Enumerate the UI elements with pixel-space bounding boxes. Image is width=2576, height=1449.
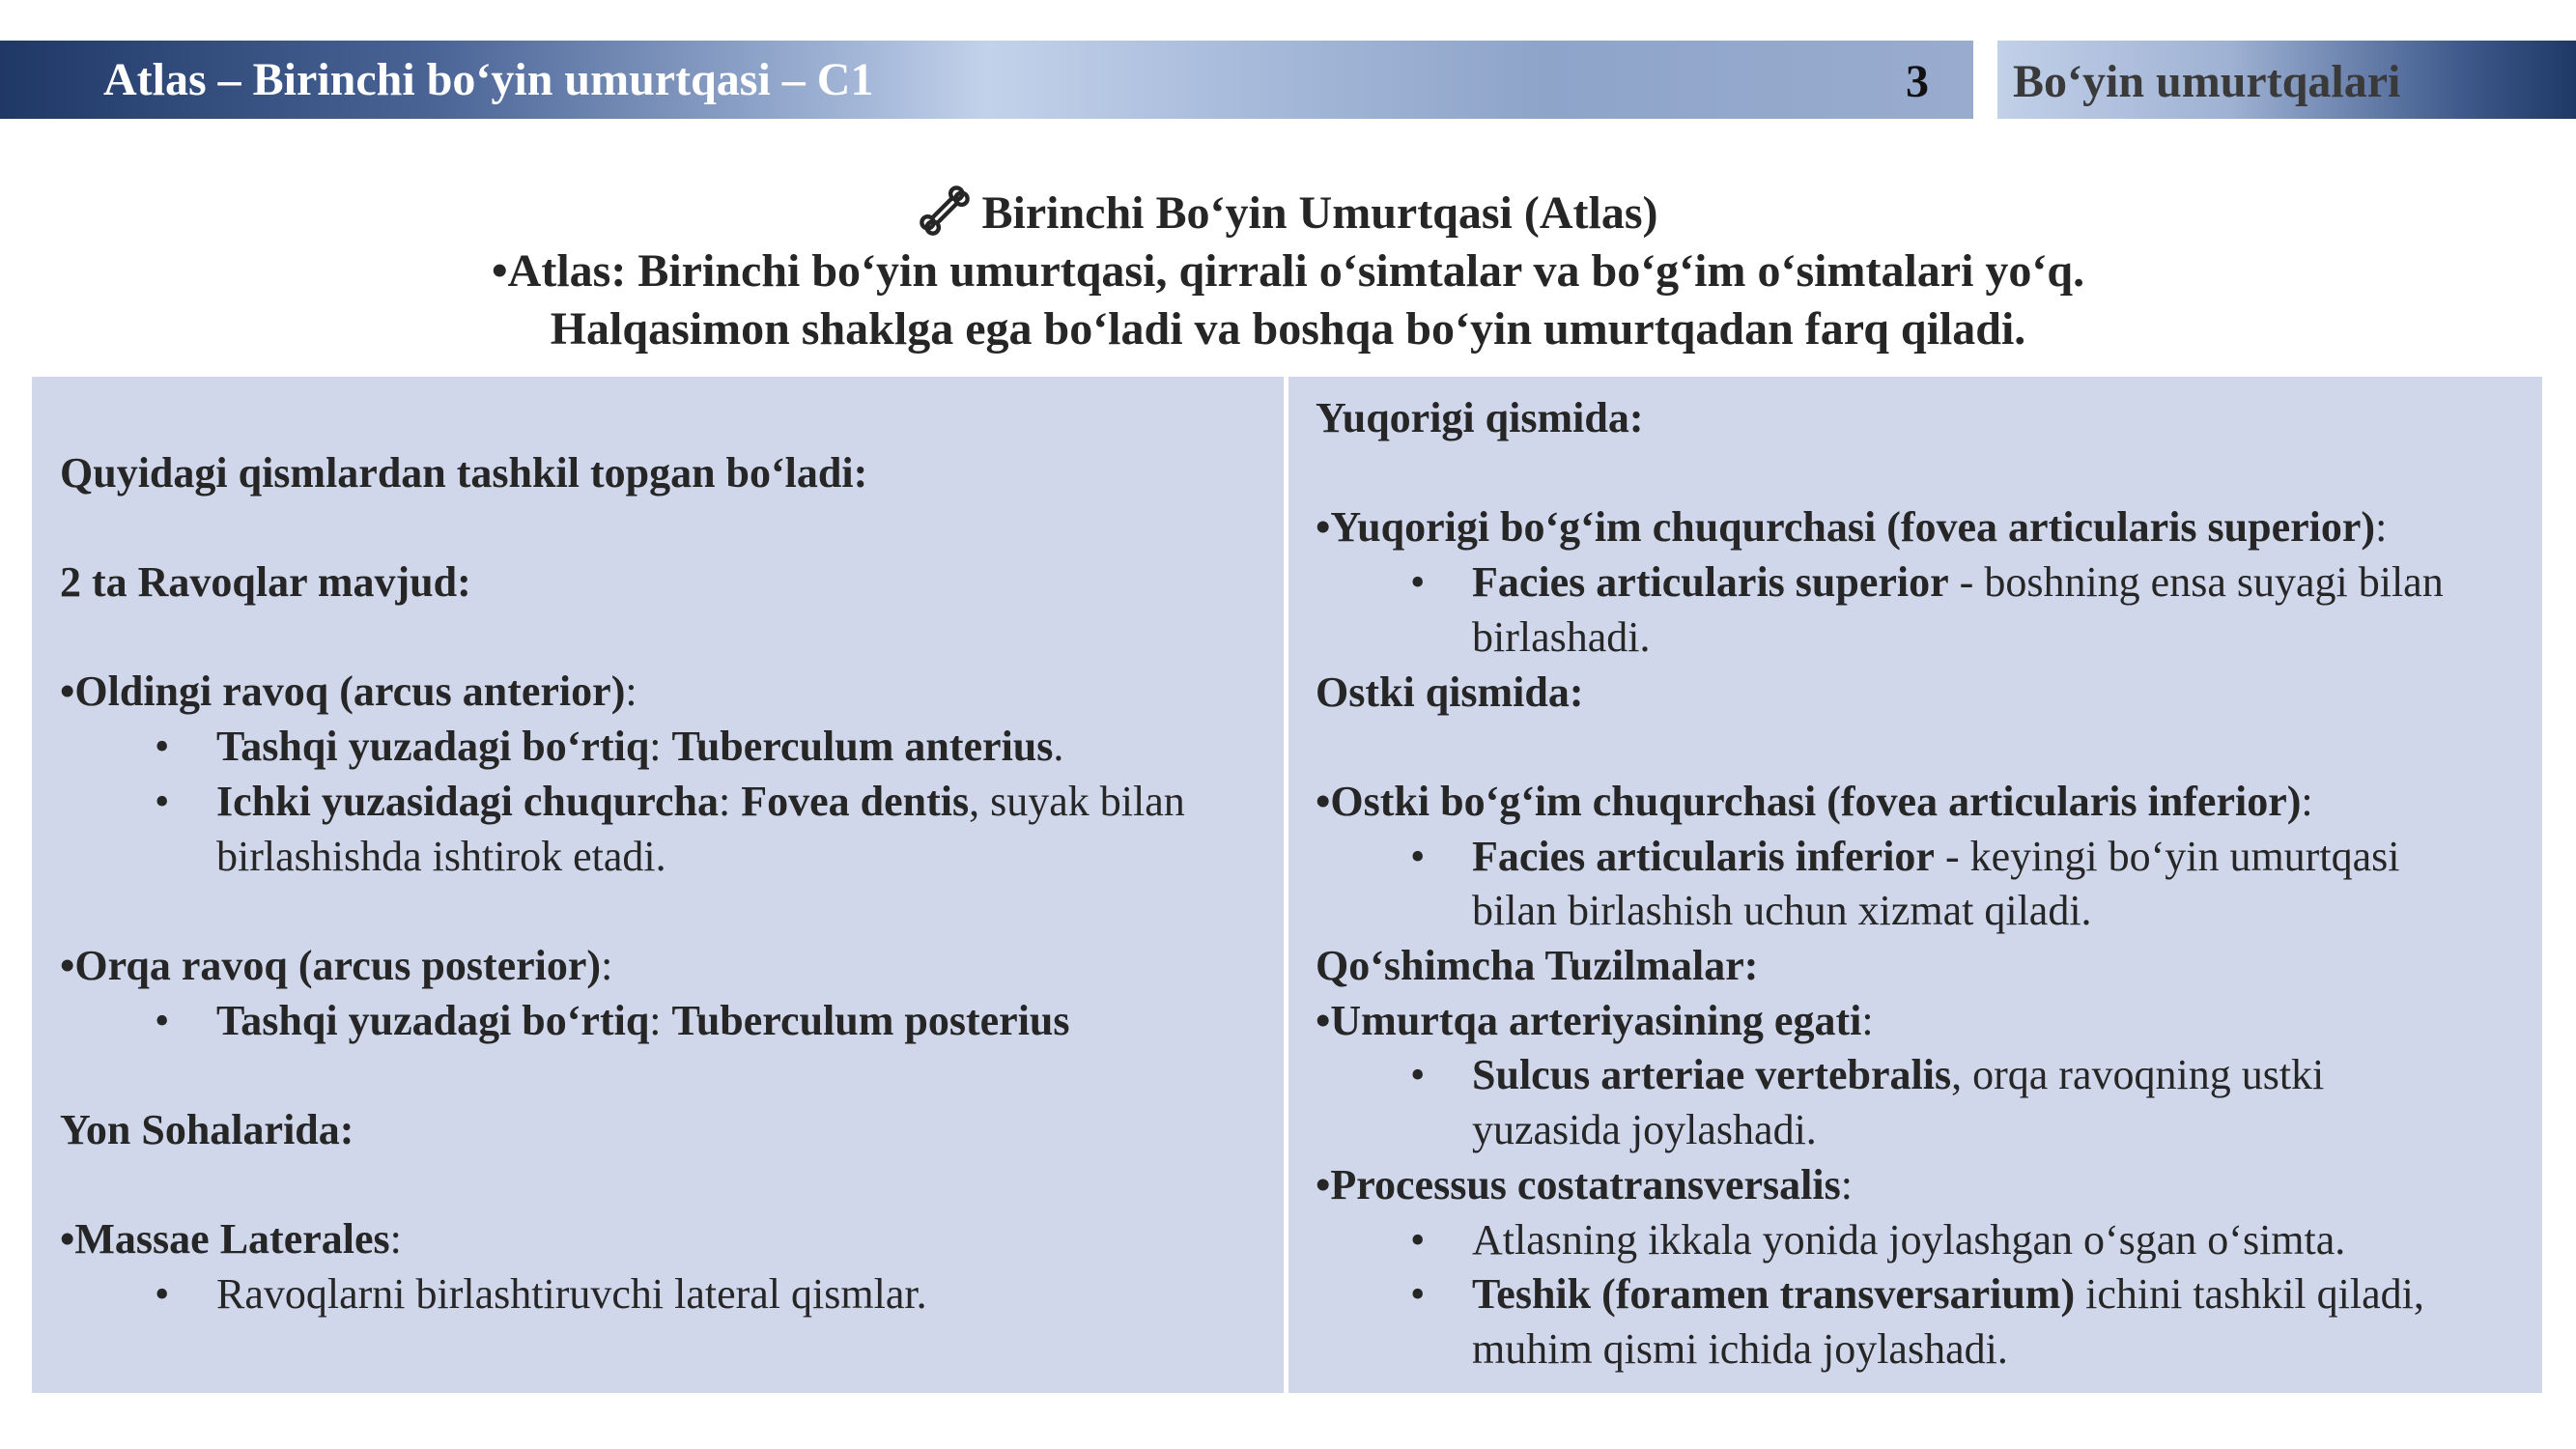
list-item: • Ravoqlarni birlashtiruvchi lateral qismlar. [155,1270,927,1319]
lower-fovea-item: •Ostki bo‘g‘im chuqurchasi (fovea articularis inferior): [1316,777,2313,825]
upper-fovea-item: •Yuqorigi bo‘g‘im chuqurchasi (fovea articularis superior): [1316,503,2388,552]
lower-heading: Ostki qismida: [1316,668,1584,716]
slide-number: 3 [1906,56,1929,107]
list-item: • Atlasning ikkala yonida joylashgan o‘sgan o‘simta. [1410,1215,2346,1264]
left-column [60,391,1267,1322]
arches-heading: 2 ta Ravoqlar mavjud: [60,558,471,607]
artery-groove-item: •Umurtqa arteriyasining egati: [1316,996,1874,1044]
list-item-continuation: yuzasida joylashadi. [1472,1106,1817,1154]
list-item-continuation: muhim qismi ichida joylashadi. [1472,1324,2008,1373]
list-item-continuation: bilan birlashish uchun xizmat qiladi. [1472,887,2092,935]
list-item: • Tashqi yuzadagi bo‘rtiq: Tuberculum posterius [155,996,1070,1044]
list-item-continuation: birlashadi. [1472,612,1651,661]
panel-divider [1284,377,1288,1393]
upper-heading: Yuqorigi qismida: [1316,394,1644,441]
list-item: • Facies articularis inferior - keyingi bo‘yin umurtqasi [1410,832,2400,880]
intro-block [0,184,2576,358]
massae-laterales-item: •Massae Laterales: [60,1215,402,1264]
section-title: Bo‘yin umurtqalari [2013,56,2401,107]
right-column [1316,391,2537,1378]
process-item: •Processus costatransversalis: [1316,1160,1853,1208]
anterior-arch-item: •Oldingi ravoq (arcus anterior): [60,668,637,716]
intro-heading: Birinchi Bo‘yin Umurtqasi (Atlas) [981,187,1658,239]
list-item: • Ichki yuzasidagi chuqurcha: Fovea dentis, suyak bilan [155,777,1185,825]
posterior-arch-item: •Orqa ravoq (arcus posterior): [60,941,613,989]
list-item-continuation: birlashishda ishtirok etadi. [216,832,666,880]
list-item: • Sulcus arteriae vertebralis, orqa ravoqning ustki [1410,1051,2325,1099]
list-item: • Facies articularis superior - boshning ensa suyagi bilan [1410,558,2444,607]
lateral-heading: Yon Sohalarida: [60,1106,354,1154]
intro-heading-line [0,184,2576,242]
list-item: • Tashqi yuzadagi bo‘rtiq: Tuberculum anterius. [155,723,1064,771]
intro-line-1: •Atlas: Birinchi bo‘yin umurtqasi, qirrali o‘simtalar va bo‘g‘im o‘simtalari yo‘q. [491,245,2085,297]
slide-title: Atlas – Birinchi bo‘yin umurtqasi – C1 [103,54,874,105]
list-item: • Teshik (foramen transversarium) ichini tashkil qiladi, [1410,1270,2424,1319]
composition-heading: Quyidagi qismlardan tashkil topgan bo‘ladi: [60,448,868,497]
intro-line-2: Halqasimon shaklga ega bo‘ladi va boshqa bo‘yin umurtqadan farq qiladi. [550,303,2026,355]
bone-icon [918,184,972,238]
extra-structures-heading: Qo‘shimcha Tuzilmalar: [1316,942,1759,989]
